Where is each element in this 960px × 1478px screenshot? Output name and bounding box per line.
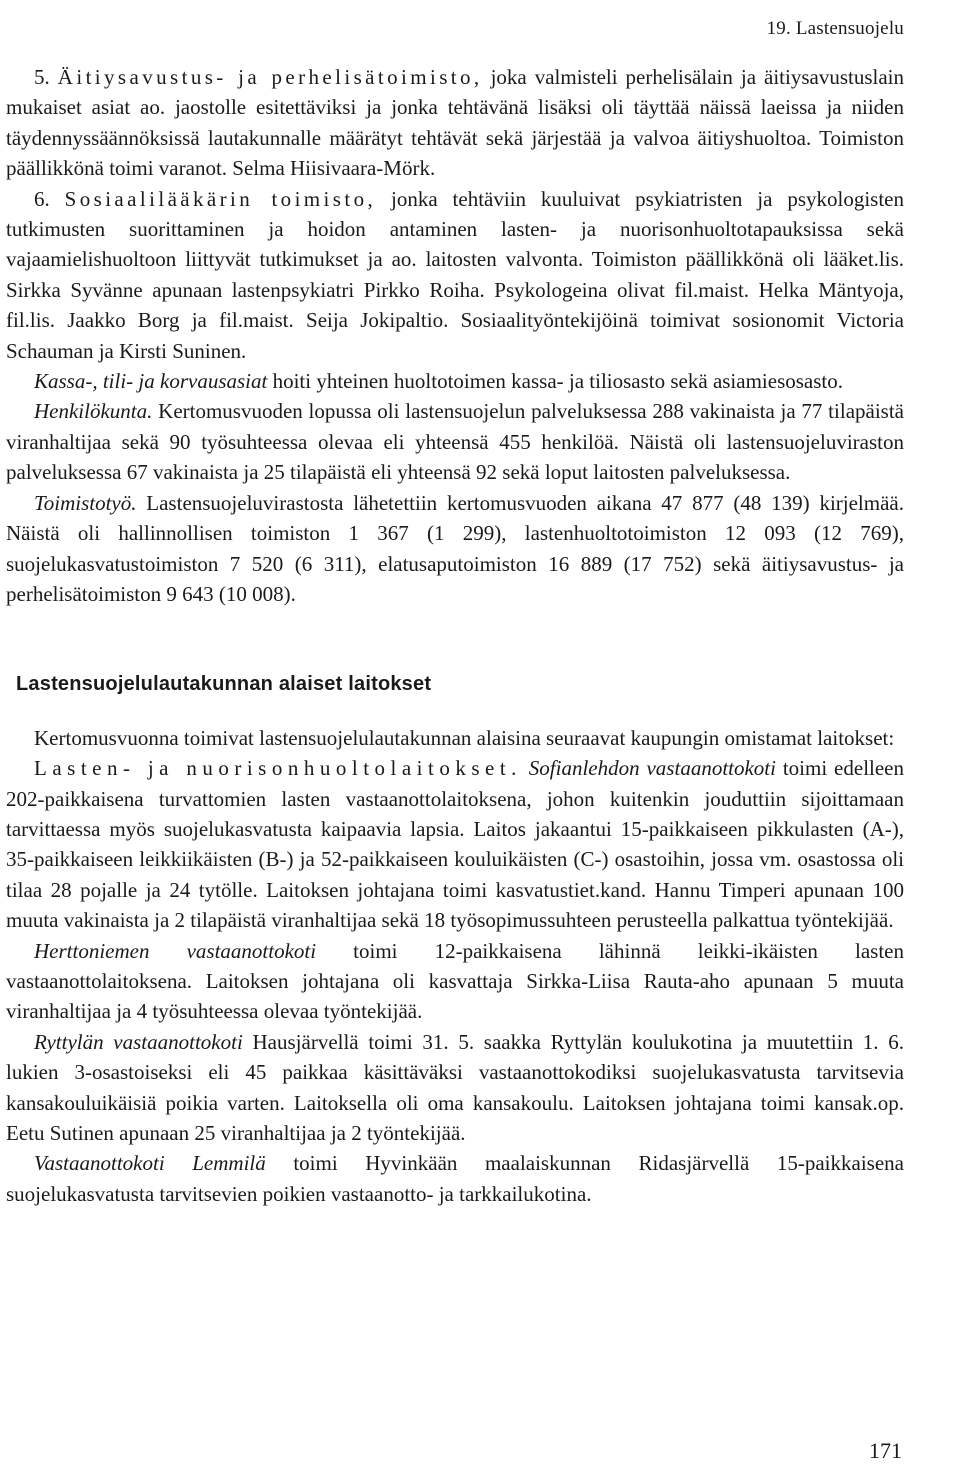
office-name-spaced: Sosiaalilääkärin toimisto, <box>64 186 377 211</box>
italic-lead: Herttoniemen vastaanottokoti <box>34 938 317 963</box>
paragraph-sofianlehto <box>6 753 904 935</box>
paragraph-number: 6. <box>34 186 65 211</box>
paragraph-number: 5. <box>34 65 58 89</box>
section-heading: Lastensuojelulautakunnan alaiset laitokset <box>16 673 432 696</box>
office-name-spaced: Äitiysavustus- ja perhelisätoimisto, <box>57 65 483 89</box>
running-header: 19. Lastensuojelu <box>766 18 904 39</box>
paragraph-text: toimi Hyvinkään maalaiskunnan Ridasjärvellä 15-paikkaisena suojelukasvatusta tarvitsevien poikien vastaanotto- ja tarkkailukotina. <box>6 1151 904 1206</box>
paragraph-institutions-intro: Kertomusvuonna toimivat lastensuojelulautakunnan alaisina seuraavat kaupungin omistamat laitokset: <box>34 725 895 750</box>
italic-lead: Kassa-, tili- ja korvausasiat <box>34 369 268 394</box>
page-number: 171 <box>869 1438 902 1463</box>
paragraph-text: jonka tehtäviin kuuluivat psykiatristen ja psykologisten tutkimusten suorittaminen ja hoidon antaminen lasten- ja nuorisonhuoltotapauksissa sekä vajaamielishuoltoon liittyvät tutkimukset ja ao. laitosten valvonta. Toimiston päällikkönä oli lääket.lis. Sirkka Syvänne apunaan lastenpsykiatri Pirkko Roiha. Psykologeina olivat fil.maist. Helka Mäntyoja, fil.lis. Jaakko Borg ja fil.maist. Seija Jokipaltio. Sosiaalityöntekijöinä toimivat sosionomit Victoria Schauman ja Kirsti Suninen. <box>6 186 905 363</box>
paragraph-lemmila <box>6 1148 904 1209</box>
paragraph-text: Kertomusvuoden lopussa oli lastensuojelun palveluksessa 288 vakinaista ja 77 tilapäistä viranhaltijaa sekä 90 työsuhteessa olevaa eli yhteensä 455 henkilöä. Näistä oli lastensuojeluviraston palveluksessa 67 vakinaista ja 25 tilapäistä eli yhteensä 92 sekä loput laitosten palveluksessa. <box>6 399 904 485</box>
paragraph-text: Lastensuojeluvirastosta lähetettiin kertomusvuoden aikana 47 877 (48 139) kirjelmää. Näistä oli hallinnollisen toimiston 1 367 (1 299), lastenhuoltotoimiston 12 093 (12 769), suojelukasvatustoimiston 7 520 (6 311), elatusaputoimiston 16 889 (17 752) sekä äitiysavustus- ja perhelisätoimiston 9 643 (10 008). <box>6 490 904 606</box>
paragraph-social-physician-office <box>6 184 904 366</box>
italic-lead: Ryttylän vastaanottokoti <box>34 1029 243 1054</box>
page-body <box>6 62 904 1209</box>
italic-lead: Vastaanottokoti Lemmilä <box>34 1151 266 1176</box>
paragraph-herttoniemi <box>6 936 904 1027</box>
italic-lead: Henkilökunta. <box>34 399 153 424</box>
italic-lead: Sofianlehdon vastaanottokoti <box>521 756 776 781</box>
paragraph-text: toimi edelleen 202-paikkaisena turvattomien lasten vastaanottolaitoksena, johon kuitenkin jouduttiin sijoittamaan tarvittaessa myös suojelukasvatusta kaipaavia lapsia. Laitos jakaantui 15-paikkaiseen pikkulasten (A-), 35-paikkaiseen leikkiikäisten (B-) ja 52-paikkaiseen kouluikäisten (C-) osastoihin, jossa vm. osastossa oli tilaa 28 pojalle ja 24 tytölle. Laitoksen johtajana toimi kasvatustiet.kand. Hannu Timperi apunaan 100 muuta vakinaista ja 2 tilapäistä viranhaltijaa sekä 18 työsopimussuhteen perusteella palkattua työntekijää. <box>6 756 905 933</box>
paragraph-personnel <box>6 396 904 487</box>
paragraph-ryttyla <box>6 1027 904 1149</box>
paragraph-text: Hausjärvellä toimi 31. 5. saakka Ryttylän koulukotina ja muutettiin 1. 6. lukien 3-osastoiseksi eli 45 paikkaa käsittäväksi vastaanottokodiksi suojelukasvatusta tarvitsevia kansakouluikäisiä poikia varten. Laitoksella oli oma kansakoulu. Laitoksen johtajana toimi kansak.op. Eetu Sutinen apunaan 25 viranhaltijaa ja 2 työntekijää. <box>6 1029 904 1145</box>
italic-lead: Toimistotyö. <box>34 490 137 515</box>
paragraph-cash-accounts <box>6 366 904 396</box>
paragraph-text: toimi 12-paikkaisena lähinnä leikki-ikäisten lasten vastaanottolaitoksena. Laitoksen johtajana oli kasvattaja Sirkka-Liisa Rauta-aho apunaan 5 muuta viranhaltijaa ja 4 työsuhteessa olevaa työntekijää. <box>6 938 904 1024</box>
category-name-spaced: Lasten- ja nuorisonhuoltolaitokset. <box>34 756 522 781</box>
paragraph-text: hoiti yhteinen huoltotoimen kassa- ja tiliosasto sekä asiamiesosasto. <box>267 369 843 394</box>
paragraph-maternity-office <box>6 62 904 184</box>
paragraph-office-work <box>6 488 904 610</box>
paragraph-text: joka valmisteli perhelisälain ja äitiysavustuslain mukaiset asiat ao. jaostolle esitettäviksi ja jonka tehtävänä lisäksi oli täyttää näissä laeissa ja niiden täydennyssäännöksissä lautakunnalle määrätyt tehtävät sekä järjestää ja valvoa äitiyshuoltoa. Toimiston päällikkönä toimi varanot. Selma Hiisivaara-Mörk. <box>6 65 905 181</box>
